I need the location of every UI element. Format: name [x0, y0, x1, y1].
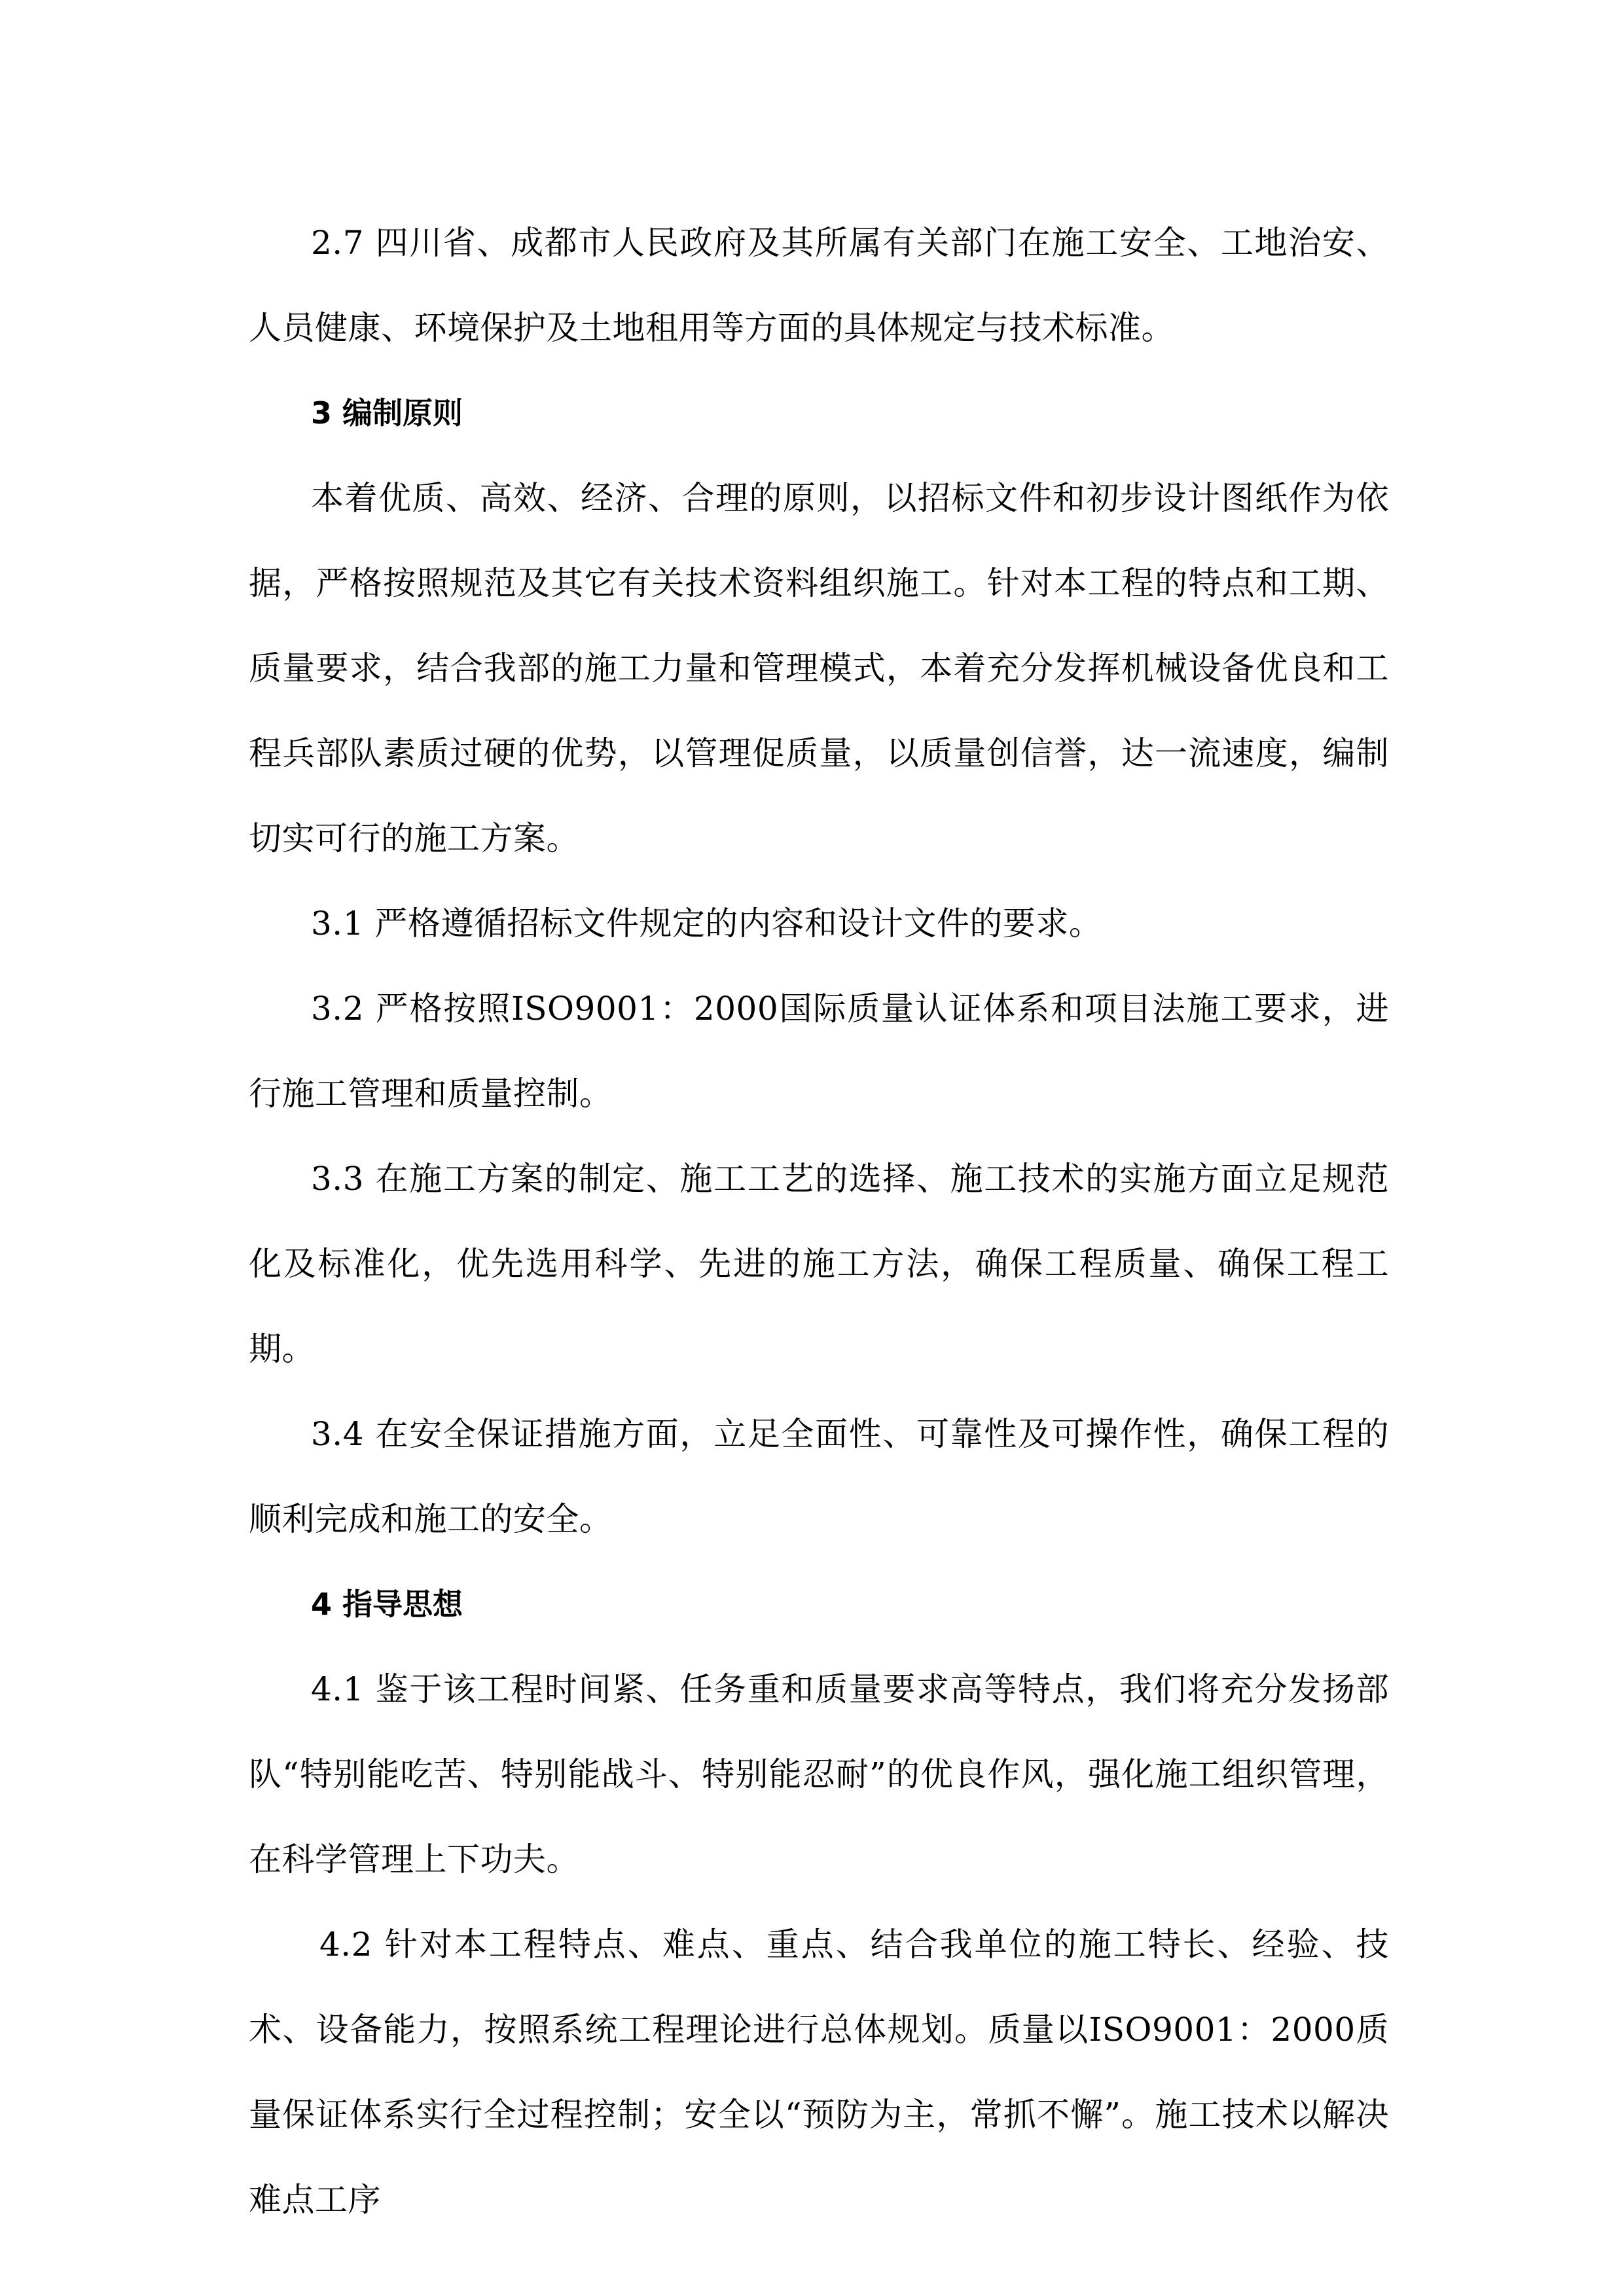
document-page	[249, 200, 1389, 2242]
paragraph-3-3: 3.3 在施工方案的制定、施工工艺的选择、施工技术的实施方面立足规范化及标准化，优先选用科学、先进的施工方法，确保工程质量、确保工程工期。	[249, 1160, 1389, 1368]
paragraph-3-4: 3.4 在安全保证措施方面，立足全面性、可靠性及可操作性，确保工程的顺利完成和施工的安全。	[249, 1415, 1389, 1538]
heading-3-principles: 3 编制原则	[311, 395, 463, 431]
paragraph-3-1: 3.1 严格遵循招标文件规定的内容和设计文件的要求。	[311, 905, 1102, 942]
heading-4-guiding-ideas: 4 指导思想	[311, 1587, 463, 1622]
paragraph-2-7: 2.7 四川省、成都市人民政府及其所属有关部门在施工安全、工地治安、人员健康、环境保护及土地租用等方面的具体规定与技术标准。	[249, 224, 1389, 347]
paragraph-4-2: 4.2 针对本工程特点、难点、重点、结合我单位的施工特长、经验、技术、设备能力，按照系统工程理论进行总体规划。质量以ISO9001：2000质量保证体系实行全过程控制；安全以“预防为主，常抓不懈”。施工技术以解决难点工序	[249, 1926, 1389, 2219]
paragraph-3-intro: 本着优质、高效、经济、合理的原则，以招标文件和初步设计图纸作为依据，严格按照规范及其它有关技术资料组织施工。针对本工程的特点和工期、质量要求，结合我部的施工力量和管理模式，本着充分发挥机械设备优良和工程兵部队素质过硬的优势，以管理促质量，以质量创信誉，达一流速度，编制切实可行的施工方案。	[249, 479, 1389, 857]
paragraph-3-2: 3.2 严格按照ISO9001：2000国际质量认证体系和项目法施工要求，进行施工管理和质量控制。	[249, 990, 1389, 1113]
paragraph-4-1: 4.1 鉴于该工程时间紧、任务重和质量要求高等特点，我们将充分发扬部队“特别能吃苦、特别能战斗、特别能忍耐”的优良作风，强化施工组织管理，在科学管理上下功夫。	[249, 1670, 1389, 1878]
